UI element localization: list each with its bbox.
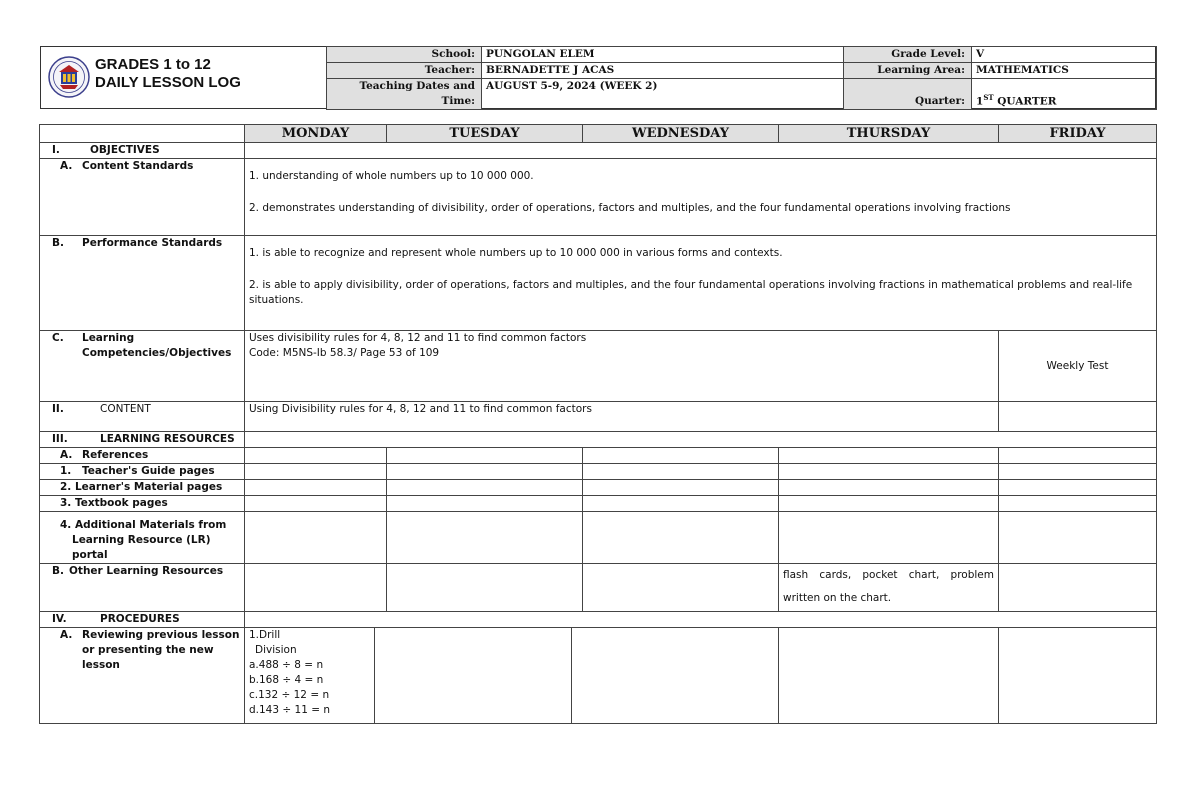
day-thursday: THURSDAY [779,125,999,143]
title-line-1: GRADES 1 to 12 [95,56,211,73]
performance-standards-label: B. Performance Standards [40,236,245,331]
grade-level-value: V [972,47,1157,63]
references-row [40,448,1157,464]
competencies-row [40,331,1157,402]
learning-resources-row [40,432,1157,448]
review-lesson-row [40,628,1157,724]
competencies-friday: Weekly Test [999,331,1157,402]
review-monday-drill: 1.Drill Division a.488 ÷ 8 = n b.168 ÷ 4 = n c.132 ÷ 12 = n d.143 ÷ 11 = n [245,628,375,724]
school-label: School: [327,47,482,63]
day-tuesday: TUESDAY [387,125,583,143]
teachers-guide-row [40,464,1157,480]
other-resources-label: B. Other Learning Resources [40,564,245,612]
document-title [95,56,241,92]
deped-seal-logo [47,50,91,104]
performance-standards-text: 1. is able to recognize and represent whole numbers up to 10 000 000 in various forms and contexts. 2. is able to apply divisibility, order of operations, factors and multiples, and the four fundamental operations involving fractions in mathematical problems and real-life situations. [245,236,1157,331]
competencies-label: C. Learning Competencies/Objectives [40,331,245,402]
learning-area-label: Learning Area: [844,63,972,79]
other-resources-thursday: flash cards, pocket chart, problem written on the chart. [779,564,999,612]
learning-area-value: MATHEMATICS [972,63,1157,79]
learners-material-label: 2. Learner's Material pages [40,480,245,496]
learners-material-row [40,480,1157,496]
day-monday: MONDAY [245,125,387,143]
teachers-guide-label: 1. Teacher's Guide pages [40,464,245,480]
day-header-row [40,125,1157,143]
content-label: II. CONTENT [40,402,245,432]
references-label: A. References [40,448,245,464]
teaching-dates-value: AUGUST 5-9, 2024 (WEEK 2) [482,79,844,110]
content-standards-label: A. Content Standards [40,159,245,236]
performance-standards-row [40,236,1157,331]
teacher-label: Teacher: [327,63,482,79]
title-line-2: DAILY LESSON LOG [95,74,241,91]
quarter-label: Quarter: [844,79,972,110]
other-resources-row [40,564,1157,612]
competencies-text: Uses divisibility rules for 4, 8, 12 and 11 to find common factors Code: M5NS-Ib 58.3/ Page 53 of 109 [245,331,999,402]
review-lesson-label: A. Reviewing previous lesson or presenting the new lesson [40,628,245,724]
teacher-value: BERNADETTE J ACAS [482,63,844,79]
lesson-log-table [39,124,1157,724]
content-text: Using Divisibility rules for 4, 8, 12 and 11 to find common factors [245,402,999,432]
school-value: PUNGOLAN ELEM [482,47,844,63]
textbook-row [40,496,1157,512]
additional-materials-label: 4. Additional Materials from Learning Resource (LR) portal [40,512,245,564]
content-row [40,402,1157,432]
additional-materials-row [40,512,1157,564]
textbook-label: 3. Textbook pages [40,496,245,512]
learning-resources-heading: III. LEARNING RESOURCES [40,432,245,448]
content-standards-row [40,159,1157,236]
grade-level-label: Grade Level: [844,47,972,63]
school-info-table [326,46,1157,110]
objectives-heading: I. OBJECTIVES [40,143,245,159]
procedures-row [40,612,1157,628]
teaching-dates-label: Teaching Dates and Time: [327,79,482,110]
objectives-row [40,143,1157,159]
procedures-heading: IV. PROCEDURES [40,612,245,628]
day-friday: FRIDAY [999,125,1157,143]
blank-corner-cell [40,125,245,143]
content-standards-text: 1. understanding of whole numbers up to 10 000 000. 2. demonstrates understanding of divisibility, order of operations, factors and multiples, and the four fundamental operations involving fractions [245,159,1157,236]
quarter-value: 1ST QUARTER [972,79,1157,110]
day-wednesday: WEDNESDAY [583,125,779,143]
